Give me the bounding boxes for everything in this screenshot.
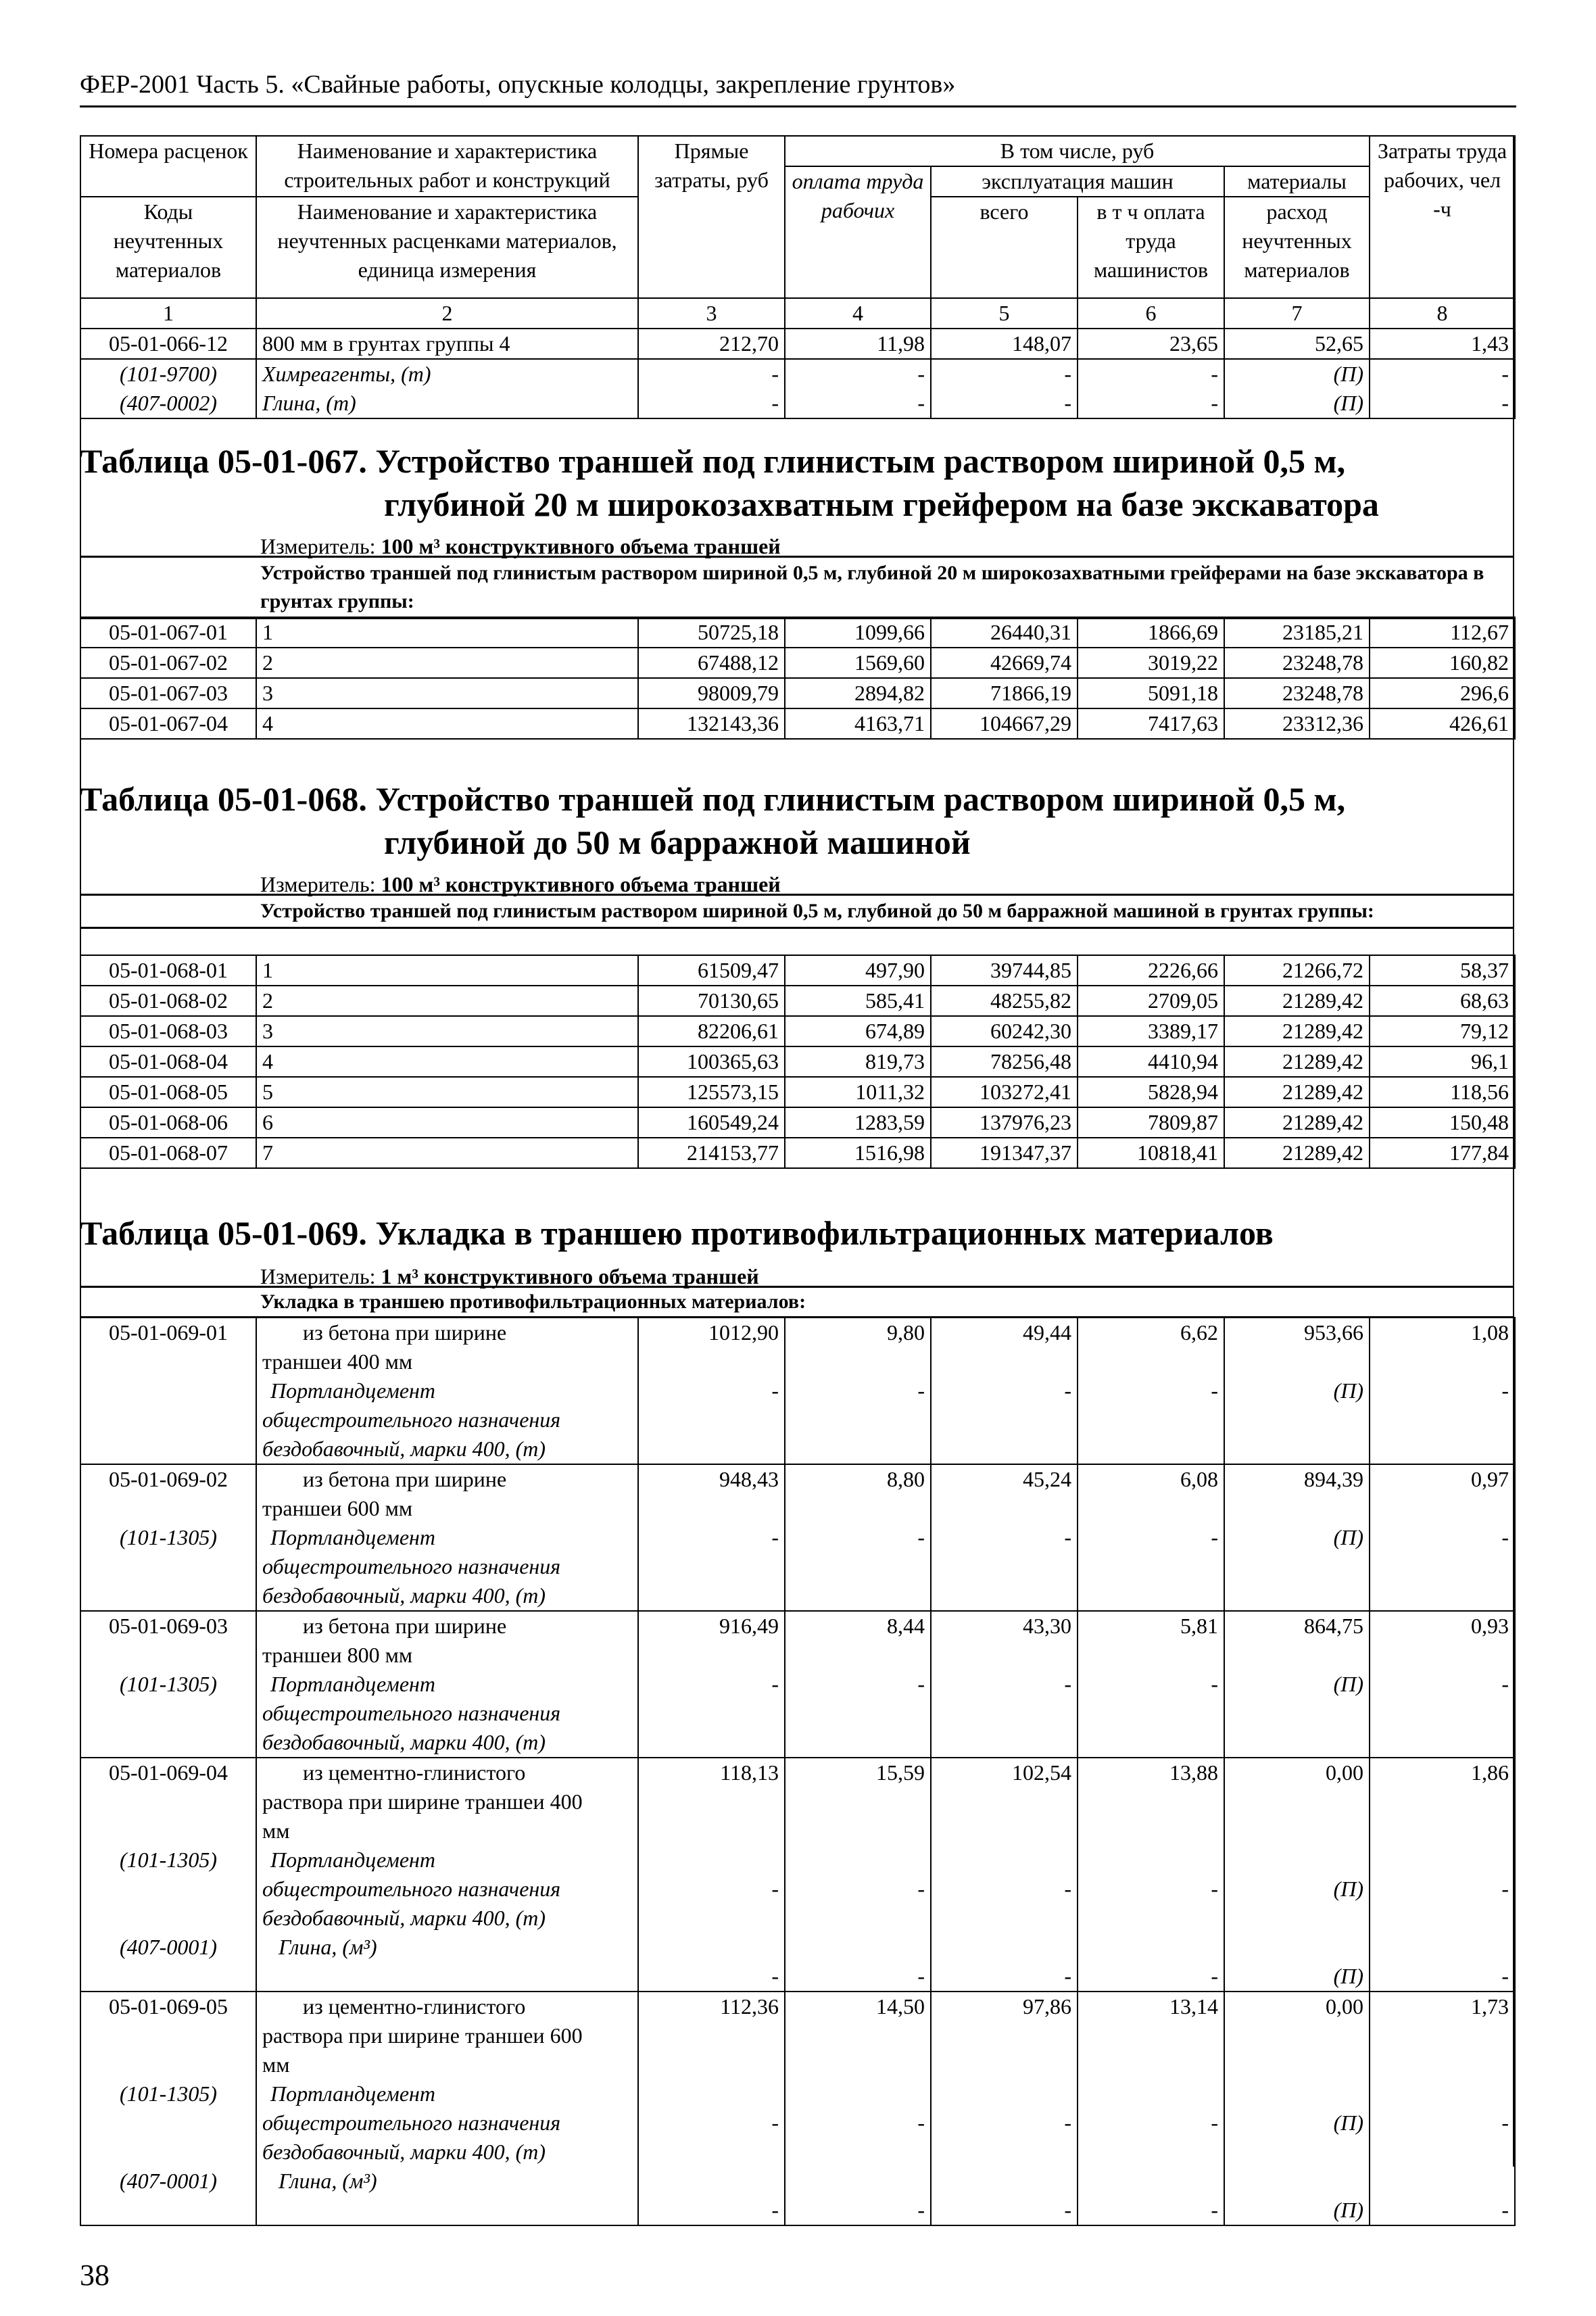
- col-number: 2: [256, 298, 638, 329]
- table-row: 05-01-068-05 5 125573,15 1011,32 103272,41 5828,94 21289,42 118,56: [80, 1077, 1515, 1107]
- table-row: 05-01-067-01 1 50725,18 1099,66 26440,31 1866,69 23185,21 112,67: [80, 617, 1515, 648]
- table-row: 05-01-066-12 800 мм в грунтах группы 4 212,70 11,98 148,07 23,65 52,65 1,43: [80, 329, 1515, 359]
- header-direct-costs: Прямые затраты, руб: [638, 136, 785, 298]
- table-row: 05-01-069-04 (101-1305) (407-0001) из цементно-глинистого раствора при ширине траншеи 400 мм Портландцемент общестроительного назначения бездобавочный, марки 400, (т) Глина, (м³) 118,13 - - 15,59 - - 102,54 - - 13,88 - - 0,00 (П) (П) 1,86 - -: [80, 1758, 1515, 1992]
- table-067-meter: Измеритель: 100 м³ конструктивного объема траншей: [260, 534, 781, 558]
- table-row: 05-01-068-01 1 61509,47 497,90 39744,85 2226,66 21266,72 58,37: [80, 955, 1515, 986]
- table-069-title: Таблица 05-01-069. Укладка в траншею противофильтрационных материалов: [80, 1214, 1274, 1252]
- table-067: [80, 617, 1516, 740]
- col-number: 6: [1078, 298, 1224, 329]
- table-row: (407-0002) Глина, (т) - - - - (П) -: [80, 389, 1515, 418]
- header-unaccounted-materials: расход неучтенных материалов: [1224, 197, 1370, 298]
- table-row: (101-9700) Химреагенты, (т) - - - - (П) -: [80, 359, 1515, 389]
- table-068: [80, 955, 1516, 1169]
- header-machinist-wages: в т ч оплата труда машинистов: [1078, 197, 1224, 298]
- col-number: 8: [1370, 298, 1515, 329]
- header-rates-numbers: Номера расценок: [80, 136, 256, 197]
- page-header: ФЕР-2001 Часть 5. «Свайные работы, опускные колодцы, закрепление грунтов»: [80, 68, 1516, 107]
- header-machines-total: всего: [931, 197, 1078, 298]
- table-row: 05-01-067-04 4 132143,36 4163,71 104667,29 7417,63 23312,36 426,61: [80, 708, 1515, 739]
- table-067-subhead: Устройство траншей под глинистым раствором шириной 0,5 м, глубиной 20 м широкозахватными грейферами на базе экскаватора в грунтах группы:: [80, 556, 1514, 619]
- table-row: 05-01-069-01 из бетона при ширине траншеи 400 мм Портландцемент общестроительного назначения бездобавочный, марки 400, (т) 1012,90 - 9,80 - 49,44 - 6,62 - 953,66 (П) 1,08 -: [80, 1318, 1515, 1464]
- table-row: 05-01-069-05 (101-1305) (407-0001) из цементно-глинистого раствора при ширине траншеи 600 мм Портландцемент общестроительного назначения бездобавочный, марки 400, (т) Глина, (м³) 112,36 - - 14,50 - - 97,86 - - 13,14 - - 0,00 (П) (П) 1,73 - -: [80, 1992, 1515, 2225]
- page-number: 38: [80, 2259, 110, 2292]
- col-number: 3: [638, 298, 785, 329]
- header-material-names: Наименование и характеристика неучтенных расценками материалов, единица измерения: [256, 197, 638, 298]
- table-069: [80, 1317, 1516, 2226]
- table-069-subhead: Укладка в траншею противофильтрационных материалов:: [80, 1286, 1514, 1318]
- table-row: 05-01-069-03 (101-1305) из бетона при ширине траншеи 800 мм Портландцемент общестроительного назначения бездобавочный, марки 400, (т) 916,49 - 8,44 - 43,30 - 5,81 - 864,75 (П) 0,93 -: [80, 1611, 1515, 1758]
- table-row: 05-01-068-03 3 82206,61 674,89 60242,30 3389,17 21289,42 79,12: [80, 1016, 1515, 1046]
- table-068-title: Таблица 05-01-068. Устройство траншей под глинистым раствором шириной 0,5 м, глубиной до 50 м барражной машиной: [80, 780, 1346, 861]
- col-number: 1: [80, 298, 256, 329]
- header-worker-wages: оплата труда рабочих: [785, 166, 931, 298]
- header-materials: материалы: [1224, 166, 1370, 197]
- table-row: 05-01-069-02 (101-1305) из бетона при ширине траншеи 600 мм Портландцемент общестроительного назначения бездобавочный, марки 400, (т) 948,43 - 8,80 - 45,24 - 6,08 - 894,39 (П) 0,97 -: [80, 1464, 1515, 1611]
- table-row: 05-01-068-02 2 70130,65 585,41 48255,82 2709,05 21289,42 68,63: [80, 986, 1515, 1016]
- table-row: 05-01-067-02 2 67488,12 1569,60 42669,74 3019,22 23248,78 160,82: [80, 648, 1515, 678]
- header-work-name: Наименование и характеристика строительных работ и конструкций: [256, 136, 638, 197]
- col-number: 5: [931, 298, 1078, 329]
- header-labor-hours: Затраты труда рабочих, чел -ч: [1370, 136, 1515, 298]
- header-machine-operation: эксплуатация машин: [931, 166, 1224, 197]
- table-067-title: Таблица 05-01-067. Устройство траншей под глинистым раствором шириной 0,5 м, глубиной 20 м широкозахватным грейфером на базе экскаватора: [80, 442, 1379, 523]
- header-material-codes: Коды неучтенных материалов: [80, 197, 256, 298]
- table-068-subhead: Устройство траншей под глинистым раствором шириной 0,5 м, глубиной до 50 м барражной машиной в грунтах группы:: [80, 894, 1514, 929]
- table-row: 05-01-068-04 4 100365,63 819,73 78256,48 4410,94 21289,42 96,1: [80, 1046, 1515, 1077]
- table-069-meter: Измеритель: 1 м³ конструктивного объема траншей: [260, 1264, 759, 1288]
- col-number: 7: [1224, 298, 1370, 329]
- table-row: 05-01-068-07 7 214153,77 1516,98 191347,37 10818,41 21289,42 177,84: [80, 1138, 1515, 1168]
- header-including: В том числе, руб: [785, 136, 1370, 166]
- table-068-meter: Измеритель: 100 м³ конструктивного объема траншей: [260, 872, 781, 896]
- table-row: 05-01-068-06 6 160549,24 1283,59 137976,23 7809,87 21289,42 150,48: [80, 1107, 1515, 1138]
- table-row: 05-01-067-03 3 98009,79 2894,82 71866,19 5091,18 23248,78 296,6: [80, 678, 1515, 708]
- col-number: 4: [785, 298, 931, 329]
- column-header-table: [80, 135, 1516, 419]
